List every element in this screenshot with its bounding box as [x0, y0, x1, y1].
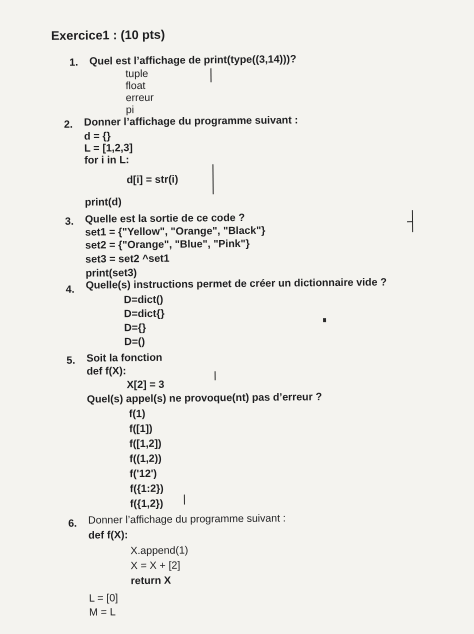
pen-mark [210, 68, 211, 82]
answer-option: float [125, 79, 146, 93]
answer-option: f([1]) [129, 422, 153, 436]
answer-option: erreur [125, 91, 154, 105]
code-line: set2 = {"Orange", "Blue", "Pink"} [85, 237, 250, 252]
code-line: print(d) [84, 196, 122, 209]
exercise-title: Exercice1 : (10 pts) [50, 27, 166, 43]
question-4-text: Quelle(s) instructions permet de créer un dictionnaire vide ? [85, 276, 387, 292]
answer-option: f((1,2)) [129, 452, 162, 466]
code-line: X[2] = 3 [126, 378, 165, 392]
code-line: set1 = {"Yellow", "Orange", "Black"} [85, 224, 266, 239]
code-line: def f(X): [88, 529, 129, 542]
question-number: 6. [68, 517, 77, 530]
question-6-text: Donner l’affichage du programme suivant : [88, 512, 286, 527]
answer-option: f({1:2}) [129, 482, 164, 496]
answer-option: f('12') [129, 467, 157, 481]
code-line: print(set3) [85, 267, 137, 280]
question-number: 2. [63, 118, 73, 131]
code-line: set3 = set2 ^set1 [85, 252, 170, 266]
code-line: for i in L: [84, 154, 130, 167]
question-2-text: Donner l’affichage du programme suivant : [83, 114, 299, 129]
question-number: 5. [66, 354, 76, 367]
answer-option: f([1,2]) [129, 437, 162, 451]
code-line: L = [1,2,3] [84, 142, 133, 155]
answer-option: pi [125, 104, 135, 117]
question-number: 3. [64, 215, 74, 228]
code-line: def f(X): [86, 365, 127, 378]
question-5-prompt: Quel(s) appel(s) ne provoque(nt) pas d’erreur ? [86, 391, 323, 406]
code-line: X = X + [2] [130, 559, 181, 573]
question-5-text: Soit la fonction [86, 351, 163, 365]
code-line: X.append(1) [130, 544, 189, 558]
question-number: 4. [65, 283, 75, 296]
code-line: d[i] = str(i) [126, 173, 179, 187]
question-3-text: Quelle est la sortie de ce code ? [84, 211, 245, 226]
pen-mark [184, 495, 185, 505]
question-1-text: Quel est l’affichage de print(type((3,14)))? [89, 53, 297, 68]
pen-mark [215, 371, 216, 380]
answer-option: tuple [125, 67, 149, 81]
question-number: 1. [69, 56, 79, 69]
code-line: L = [0] [88, 592, 119, 605]
answer-option: D=dict{} [123, 307, 165, 321]
answer-option: f({1,2}) [129, 497, 164, 511]
code-line: return X [130, 574, 172, 588]
pen-mark [212, 164, 213, 194]
pen-mark [323, 318, 326, 322]
answer-option: D={} [124, 321, 147, 335]
code-line: M = L [89, 606, 116, 619]
code-line: d = {} [84, 130, 111, 143]
answer-option: D=dict() [123, 293, 164, 307]
answer-option: D=() [124, 335, 146, 349]
pen-mark [407, 221, 413, 222]
answer-option: f(1) [128, 407, 146, 421]
